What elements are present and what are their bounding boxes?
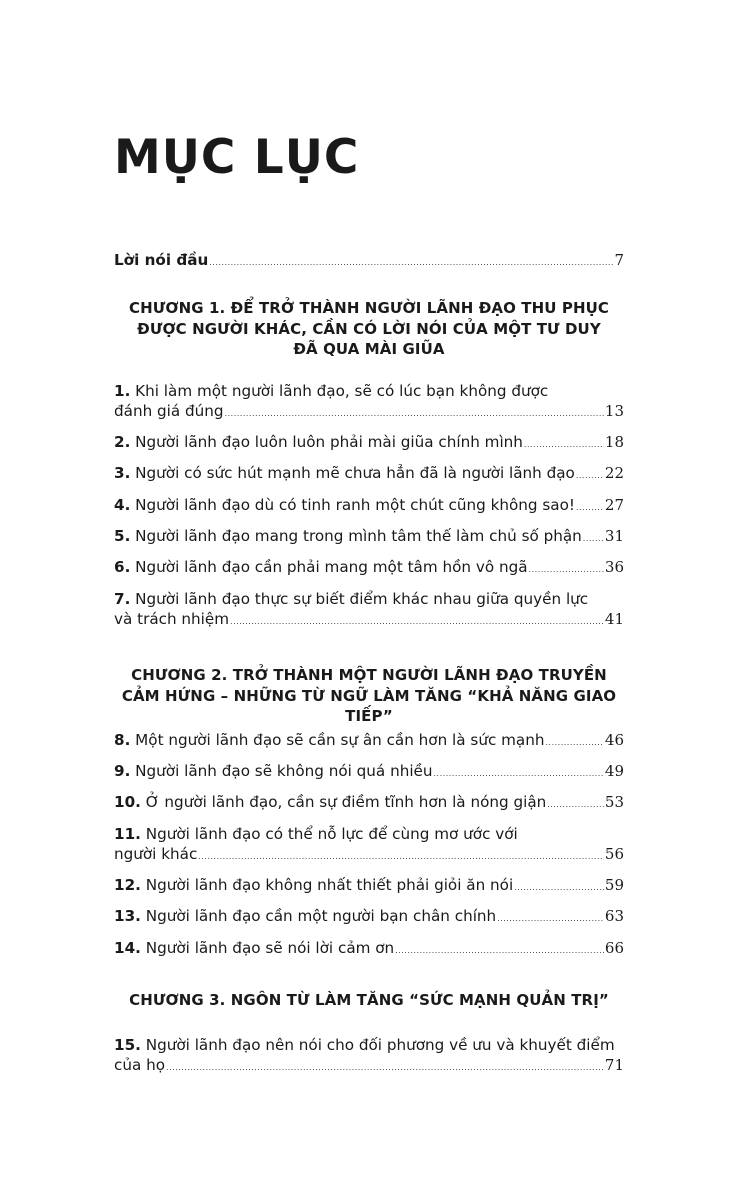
toc-entry-7[interactable]: [114, 609, 624, 632]
entry-text: Người lãnh đạo luôn luôn phải mài giũa chính mình: [135, 433, 523, 451]
toc-entry-1[interactable]: [114, 401, 624, 424]
entry-text: Người lãnh đạo không nhất thiết phải giỏi ăn nói: [145, 876, 514, 894]
entry-number: 4.: [114, 496, 131, 514]
dot-leader: [497, 909, 604, 929]
toc-entry-8[interactable]: [114, 730, 624, 753]
toc-page-number: 13: [604, 402, 624, 420]
entry-text: Một người lãnh đạo sẽ cần sự ân cần hơn là sức mạnh: [135, 731, 545, 749]
toc-entry-15-line1[interactable]: [114, 1035, 615, 1055]
toc-page-number: 71: [604, 1056, 624, 1074]
dot-leader: [524, 435, 604, 455]
toc-page-number: 49: [604, 762, 624, 780]
entry-number: 9.: [114, 762, 131, 780]
dot-leader: [209, 253, 613, 273]
toc-entry-12[interactable]: [114, 875, 624, 898]
dot-leader: [545, 733, 603, 753]
dot-leader: [395, 941, 604, 961]
entry-number: 8.: [114, 731, 131, 749]
toc-entry-4[interactable]: [114, 495, 624, 518]
entry-number: 5.: [114, 527, 131, 545]
chapter-heading-line: CHƯƠNG 3. NGÔN TỪ LÀM TĂNG “SỨC MẠNH QUẢN TRỊ”: [129, 991, 609, 1009]
dot-leader: [434, 764, 604, 784]
dot-leader: [576, 466, 604, 486]
chapter-heading-line: CẢM HỨNG – NHỮNG TỪ NGỮ LÀM TĂNG “KHẢ NĂNG GIAO TIẾP”: [121, 686, 617, 725]
chapter-heading-line: ĐÃ QUA MÀI GIŨA: [293, 340, 445, 358]
entry-text: Người lãnh đạo mang trong mình tâm thế làm chủ số phận: [135, 527, 582, 545]
toc-entry-2[interactable]: [114, 432, 624, 455]
entry-text: Ở người lãnh đạo, cần sự điềm tĩnh hơn là nóng giận: [145, 793, 547, 811]
chapter-heading-line: ĐƯỢC NGƯỜI KHÁC, CẦN CÓ LỜI NÓI CỦA MỘT TƯ DUY: [137, 319, 601, 338]
entry-text: đánh giá đúng: [114, 402, 224, 420]
dot-leader: [576, 498, 604, 518]
entry-text: Người lãnh đạo cần phải mang một tâm hồn vô ngã: [135, 558, 528, 576]
chapter-heading-line: CHƯƠNG 1. ĐỂ TRỞ THÀNH NGƯỜI LÃNH ĐẠO THU PHỤC: [129, 299, 609, 317]
entry-text: Người lãnh đạo sẽ không nói quá nhiều: [135, 762, 433, 780]
toc-entry-7-line1[interactable]: [114, 589, 588, 609]
toc-page-number: 66: [604, 939, 624, 957]
toc-entry-11-line1[interactable]: [114, 824, 518, 844]
toc-entry-1-line1[interactable]: [114, 381, 548, 401]
entry-number: 7.: [114, 590, 131, 608]
entry-number: 12.: [114, 876, 141, 894]
toc-entry-6[interactable]: [114, 557, 624, 580]
toc-entry-3[interactable]: [114, 463, 624, 486]
toc-entry-9[interactable]: [114, 761, 624, 784]
entry-number: 2.: [114, 433, 131, 451]
toc-entry-13[interactable]: [114, 906, 624, 929]
entry-text: Người lãnh đạo sẽ nói lời cảm ơn: [145, 939, 395, 957]
entry-number: 14.: [114, 939, 141, 957]
toc-page-number: 41: [604, 610, 624, 628]
toc-page-number: 63: [604, 907, 624, 925]
chapter-1-heading: [114, 298, 624, 360]
entry-text: của họ: [114, 1056, 166, 1074]
entry-text: Người lãnh đạo cần một người bạn chân chính: [145, 907, 497, 925]
toc-entry-14[interactable]: [114, 938, 624, 961]
toc-page-number: 18: [604, 433, 624, 451]
entry-text: và trách nhiệm: [114, 610, 230, 628]
entry-text: Người lãnh đạo dù có tinh ranh một chút cũng không sao!: [135, 496, 575, 514]
entry-number: 10.: [114, 793, 141, 811]
chapter-3-heading: [114, 990, 624, 1011]
entry-text: Người lãnh đạo nên nói cho đối phương về ưu và khuyết điểm: [145, 1036, 615, 1054]
toc-entry-11[interactable]: [114, 844, 624, 867]
chapter-heading-line: CHƯƠNG 2. TRỞ THÀNH MỘT NGƯỜI LÃNH ĐẠO TRUYỀN: [131, 666, 607, 684]
toc-entry-15[interactable]: [114, 1055, 624, 1078]
entry-text: Người lãnh đạo có thể nỗ lực để cùng mơ ước với: [145, 825, 518, 843]
dot-leader: [166, 1058, 604, 1078]
toc-page-number: 59: [604, 876, 624, 894]
dot-leader: [225, 404, 604, 424]
toc-page-number: 31: [604, 527, 624, 545]
toc-page-number: 36: [604, 558, 624, 576]
chapter-2-heading: [114, 665, 624, 727]
toc-entry-preface[interactable]: [114, 250, 624, 273]
dot-leader: [547, 795, 604, 815]
entry-number: 6.: [114, 558, 131, 576]
dot-leader: [514, 878, 604, 898]
entry-number: 13.: [114, 907, 141, 925]
entry-text: Người có sức hút mạnh mẽ chưa hẳn đã là người lãnh đạo: [135, 464, 575, 482]
entry-number: 3.: [114, 464, 131, 482]
dot-leader: [583, 529, 604, 549]
entry-text: Khi làm một người lãnh đạo, sẽ có lúc bạn không được: [135, 382, 549, 400]
dot-leader: [230, 612, 604, 632]
dot-leader: [529, 560, 604, 580]
toc-entry-5[interactable]: [114, 526, 624, 549]
toc-page-number: 53: [604, 793, 624, 811]
entry-text: Người lãnh đạo thực sự biết điểm khác nhau giữa quyền lực: [135, 590, 589, 608]
entry-text: người khác: [114, 845, 198, 863]
toc-page-number: 7: [614, 251, 624, 269]
toc-page-number: 22: [604, 464, 624, 482]
toc-page-number: 56: [604, 845, 624, 863]
toc-page-number: 27: [604, 496, 624, 514]
toc-entry-label: Lời nói đầu: [114, 251, 209, 269]
entry-number: 1.: [114, 382, 131, 400]
page-title: MỤC LỤC: [114, 130, 360, 185]
entry-number: 11.: [114, 825, 141, 843]
toc-page-number: 46: [604, 731, 624, 749]
dot-leader: [198, 847, 604, 867]
toc-entry-10[interactable]: [114, 792, 624, 815]
entry-number: 15.: [114, 1036, 141, 1054]
